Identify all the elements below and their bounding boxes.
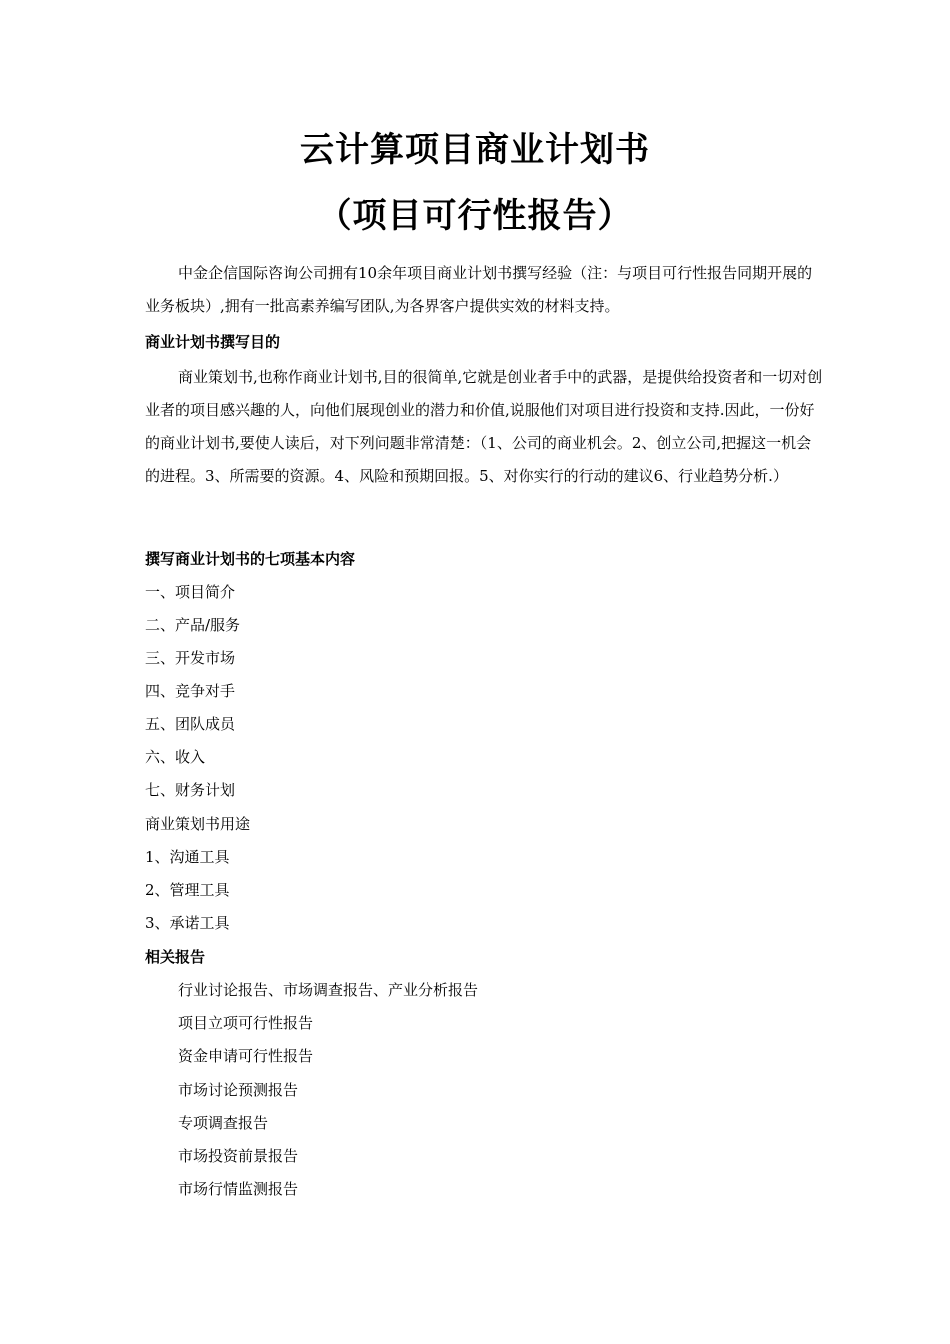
related-item: 市场讨论预测报告 <box>178 1081 299 1099</box>
related-item: 项目立项可行性报告 <box>178 1014 314 1032</box>
contents-item: 三、开发市场 <box>145 649 236 667</box>
related-heading: 相关报告 <box>145 948 206 966</box>
uses-item: 1、沟通工具 <box>145 848 230 866</box>
contents-item: 二、产品/服务 <box>145 616 241 634</box>
related-item: 行业讨论报告、市场调查报告、产业分析报告 <box>178 981 479 999</box>
contents-item: 五、团队成员 <box>145 715 236 733</box>
uses-item: 3、承诺工具 <box>145 914 230 932</box>
contents-item: 四、竞争对手 <box>145 682 236 700</box>
related-item: 市场行情监测报告 <box>178 1180 299 1198</box>
document-title: 云计算项目商业计划书 <box>300 130 650 170</box>
contents-item: 七、财务计划 <box>145 781 236 799</box>
related-item: 市场投资前景报告 <box>178 1147 299 1165</box>
related-item: 资金申请可行性报告 <box>178 1047 314 1065</box>
contents-heading: 撰写商业计划书的七项基本内容 <box>145 550 356 568</box>
uses-heading: 商业策划书用途 <box>145 815 251 833</box>
contents-item: 六、收入 <box>145 748 206 766</box>
purpose-heading: 商业计划书撰写目的 <box>145 333 281 351</box>
related-item: 专项调查报告 <box>178 1114 269 1132</box>
contents-item: 一、项目简介 <box>145 583 236 601</box>
document-subtitle: （项目可行性报告） <box>317 196 633 236</box>
intro-paragraph: 中金企信国际咨询公司拥有10余年项目商业计划书撰写经验（注：与项目可行性报告同期开展的业务板块）,拥有一批高素养编写团队,为各界客户提供实效的材料支持。 <box>145 264 813 315</box>
uses-item: 2、管理工具 <box>145 881 230 899</box>
purpose-paragraph: 商业策划书,也称作商业计划书,目的很简单,它就是创业者手中的武器，是提供给投资者和一切对创业者的项目感兴趣的人，向他们展现创业的潜力和价值,说服他们对项目进行投资和支持.因此，一份好的商业计划书,要使人读后，对下列问题非常清楚：（1、公司的商业机会。2、创立公司,把握这一机会的进程。3、所需要的资源。4、风险和预期回报。5、对你实行的行动的建议6、行业趋势分析.） <box>145 368 823 485</box>
